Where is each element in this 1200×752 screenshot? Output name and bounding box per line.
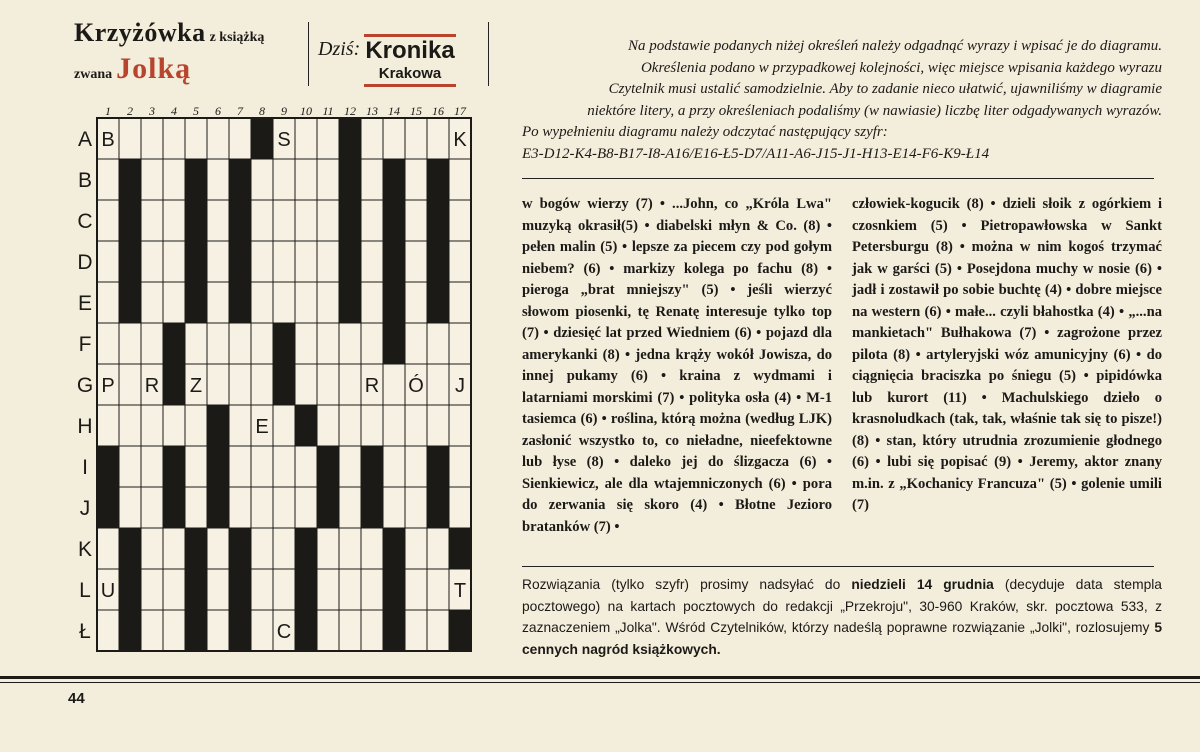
grid-cell[interactable] [383, 446, 405, 487]
grid-cell-black [119, 159, 141, 200]
today-book-title-2: Krakowa [364, 65, 456, 87]
grid-cell[interactable] [405, 282, 427, 323]
submission-info [522, 574, 1162, 660]
grid-cell-black [427, 282, 449, 323]
grid-cell[interactable] [317, 528, 339, 569]
grid-cell[interactable] [185, 487, 207, 528]
grid-cell[interactable] [141, 159, 163, 200]
grid-cell-black [339, 118, 361, 159]
grid-cell[interactable] [361, 569, 383, 610]
grid-cell-black [449, 610, 471, 651]
grid-cell[interactable] [317, 159, 339, 200]
grid-cell[interactable] [163, 159, 185, 200]
grid-cell[interactable] [317, 282, 339, 323]
grid-cell[interactable] [141, 487, 163, 528]
grid-cell-black [427, 200, 449, 241]
grid-given-letter: Ó [408, 375, 424, 397]
grid-cell-black [119, 282, 141, 323]
grid-cell[interactable] [405, 610, 427, 651]
grid-cell-black [273, 364, 295, 405]
grid-cell[interactable] [207, 569, 229, 610]
grid-cell[interactable] [163, 200, 185, 241]
grid-cell-black [185, 200, 207, 241]
grid-cell-black [229, 282, 251, 323]
grid-given-letter: T [453, 580, 467, 602]
grid-given-letter: R [144, 375, 160, 397]
grid-given-letter: Z [189, 375, 203, 397]
grid-cell[interactable] [119, 487, 141, 528]
grid-cell-black [383, 569, 405, 610]
grid-cell-black [427, 446, 449, 487]
grid-cell-black [119, 528, 141, 569]
column-number: 3 [149, 104, 155, 118]
submission-prize: 5 cennych nagród książkowych. [522, 620, 1162, 657]
column-number: 10 [300, 104, 312, 118]
grid-cell[interactable] [295, 282, 317, 323]
grid-cell-black [97, 487, 119, 528]
grid-cell-black [119, 200, 141, 241]
row-letter: J [79, 497, 91, 520]
grid-cell[interactable] [163, 405, 185, 446]
grid-cell[interactable] [361, 159, 383, 200]
grid-cell[interactable] [295, 323, 317, 364]
grid-cell[interactable] [185, 118, 207, 159]
grid-cell[interactable] [295, 200, 317, 241]
grid-cell[interactable] [339, 323, 361, 364]
today-label: Dziś: [318, 38, 361, 60]
grid-cell[interactable] [449, 405, 471, 446]
grid-cell-black [163, 323, 185, 364]
column-number: 14 [388, 104, 400, 118]
grid-cell[interactable] [449, 323, 471, 364]
grid-cell-black [229, 528, 251, 569]
grid-cell[interactable] [427, 610, 449, 651]
grid-cell[interactable] [449, 487, 471, 528]
grid-cell-black [383, 528, 405, 569]
column-number: 9 [281, 104, 287, 118]
grid-given-letter: E [255, 416, 269, 438]
grid-cell-black [119, 610, 141, 651]
grid-cell[interactable] [97, 282, 119, 323]
grid-cell[interactable] [361, 405, 383, 446]
grid-cell[interactable] [317, 364, 339, 405]
cipher: E3-D12-K4-B8-B17-I8-A16/E16-Ł5-D7/A11-A6-J15-J1-H13-E14-F6-K9-Ł14 [522, 145, 990, 162]
grid-cell[interactable] [427, 569, 449, 610]
grid-cell-black [163, 364, 185, 405]
row-letter: H [77, 415, 93, 438]
instructions-line: niektóre litery, a przy określeniach podaliśmy (w nawiasie) liczbę liter odgadywanych wyrazów. [587, 102, 1162, 119]
grid-cell[interactable] [97, 323, 119, 364]
page-rule [0, 676, 1200, 679]
grid-cell[interactable] [361, 323, 383, 364]
grid-cell[interactable] [141, 200, 163, 241]
row-letter: Ł [79, 620, 91, 643]
divider [522, 566, 1154, 567]
grid-cell[interactable] [185, 446, 207, 487]
grid-cell[interactable] [427, 118, 449, 159]
grid-cell-black [339, 282, 361, 323]
grid-given-letter: P [101, 375, 115, 397]
grid-cell[interactable] [405, 528, 427, 569]
grid-cell[interactable] [273, 405, 295, 446]
grid-cell[interactable] [405, 323, 427, 364]
grid-cell[interactable] [273, 446, 295, 487]
grid-cell[interactable] [427, 364, 449, 405]
grid-cell[interactable] [163, 610, 185, 651]
grid-cell[interactable] [229, 118, 251, 159]
grid-cell-black [427, 487, 449, 528]
grid-cell[interactable] [119, 405, 141, 446]
grid-cell[interactable] [251, 159, 273, 200]
grid-cell[interactable] [449, 159, 471, 200]
grid-cell-black [229, 159, 251, 200]
grid-cell[interactable] [207, 323, 229, 364]
grid-cell[interactable] [361, 200, 383, 241]
grid-cell[interactable] [295, 118, 317, 159]
instructions-line: Czytelnik musi ustalić samodzielnie. Aby to zadanie nieco ułatwić, ujawniliśmy w diagramie [608, 81, 1162, 97]
grid-cell[interactable] [207, 610, 229, 651]
grid-cell-black [383, 610, 405, 651]
grid-cell[interactable] [295, 241, 317, 282]
grid-cell-black [383, 159, 405, 200]
grid-cell[interactable] [405, 118, 427, 159]
grid-cell[interactable] [207, 159, 229, 200]
grid-cell[interactable] [141, 241, 163, 282]
grid-cell[interactable] [339, 610, 361, 651]
grid-cell[interactable] [361, 118, 383, 159]
grid-cell[interactable] [207, 200, 229, 241]
grid-cell-black [185, 282, 207, 323]
grid-cell-black [427, 159, 449, 200]
grid-cell[interactable] [427, 405, 449, 446]
grid-cell-black [361, 446, 383, 487]
grid-cell[interactable] [251, 323, 273, 364]
row-letter: L [79, 579, 91, 602]
grid-given-letter: K [299, 416, 313, 438]
grid-cell[interactable] [119, 323, 141, 364]
grid-cell[interactable] [273, 569, 295, 610]
column-number: 2 [127, 104, 133, 118]
grid-cell[interactable] [251, 282, 273, 323]
grid-cell[interactable] [207, 364, 229, 405]
column-number: 11 [322, 104, 334, 118]
instructions-line: Po wypełnieniu diagramu należy odczytać następujący szyfr: [522, 124, 888, 140]
grid-given-letter: B [101, 129, 115, 151]
grid-cell[interactable] [163, 569, 185, 610]
grid-cell-black [229, 241, 251, 282]
grid-cell[interactable] [273, 200, 295, 241]
row-letter: A [77, 128, 92, 151]
grid-given-letter: K [453, 129, 467, 151]
clues-left: w bogów wierzy (7) • ...John, co „Króla Lwa" muzyką okrasił(5) • diabelski młyn & Co. (8) • pełen malin (5) • lepsze za piecem czy pod gołym niebem? (6) • markizy kolega po fachu (8) • pieroga „brat mniejszy" (5) • jeśli wierzyć słowom piosenki, tę Renatę interesuje tylko top (7) • dziesięć lat przed Wiedniem (6) • pojazd dla amerykanki (8) • jedna krąży wokół Jowisza, do innej pukamy (6) • kraina z wydmami i latarniami morskimi (7) • polityka osła (4) • M-1 tasiemca (6) • roślina, którą można (według LJK) zasłonić wszystko to, co nieładne, nieefektowne lub łyse (8) • daleko jej do ślizgacza (6) • Sienkiewicz, ale dla wtajemniczonych (6) • pora do zerwania się skoro (4) • Błotne Jezioro bratanków (7) • [522, 196, 832, 535]
grid-cell[interactable] [405, 200, 427, 241]
grid-cell[interactable] [163, 241, 185, 282]
grid-cell-black [251, 118, 273, 159]
grid-cell[interactable] [317, 405, 339, 446]
grid-given-letter: S [277, 129, 291, 151]
grid-cell[interactable] [163, 118, 185, 159]
column-number: 13 [366, 104, 378, 118]
row-letter: B [77, 169, 92, 192]
column-number: 12 [344, 104, 356, 118]
grid-cell[interactable] [207, 241, 229, 282]
grid-cell[interactable] [251, 364, 273, 405]
grid-cell[interactable] [141, 610, 163, 651]
grid-cell[interactable] [229, 405, 251, 446]
grid-cell[interactable] [97, 241, 119, 282]
grid-cell-black [229, 200, 251, 241]
grid-cell[interactable] [119, 446, 141, 487]
submission-deadline: niedzieli 14 grudnia [851, 577, 994, 592]
grid-cell-black [185, 159, 207, 200]
row-letter: F [78, 333, 92, 356]
grid-cell[interactable] [229, 364, 251, 405]
instructions-line: Określenia podano w przypadkowej kolejności, więc miejsce wpisania każdego wyrazu [640, 59, 1162, 76]
grid-cell-black [317, 487, 339, 528]
grid-cell-black [295, 528, 317, 569]
grid-cell-black [185, 528, 207, 569]
instructions-line: Na podstawie podanych niżej określeń należy odgadnąć wyrazy i wpisać je do diagramu. [628, 38, 1162, 54]
grid-cell[interactable] [449, 241, 471, 282]
grid-cell[interactable] [339, 364, 361, 405]
title-small-1: z książką [209, 30, 265, 45]
grid-cell-black [273, 323, 295, 364]
grid-cell[interactable] [141, 405, 163, 446]
grid-cell-black [295, 569, 317, 610]
grid-cell[interactable] [229, 487, 251, 528]
grid-cell[interactable] [449, 446, 471, 487]
grid-cell[interactable] [251, 241, 273, 282]
row-letter: D [77, 251, 93, 274]
grid-cell-black [383, 323, 405, 364]
grid-cell[interactable] [339, 405, 361, 446]
grid-cell[interactable] [405, 159, 427, 200]
grid-cell[interactable] [361, 528, 383, 569]
title-jolka: Jolką [116, 52, 192, 85]
grid-cell[interactable] [339, 528, 361, 569]
grid-cell[interactable] [317, 569, 339, 610]
grid-cell[interactable] [251, 487, 273, 528]
grid-cell-black [383, 200, 405, 241]
grid-cell-black [427, 241, 449, 282]
row-letter: K [77, 538, 92, 561]
grid-cell[interactable] [405, 487, 427, 528]
grid-cell[interactable] [383, 118, 405, 159]
column-number: 1 [105, 104, 111, 118]
grid-cell[interactable] [229, 323, 251, 364]
row-letter: G [76, 374, 94, 397]
grid-cell-black [339, 200, 361, 241]
grid-cell[interactable] [405, 405, 427, 446]
column-number: 8 [259, 104, 265, 118]
grid-cell[interactable] [97, 200, 119, 241]
grid-cell[interactable] [295, 159, 317, 200]
grid-cell[interactable] [405, 446, 427, 487]
grid-cell-black [185, 610, 207, 651]
grid-cell-black [295, 610, 317, 651]
grid-cell-black [163, 487, 185, 528]
row-letter: E [77, 292, 92, 315]
grid-cell-black [119, 241, 141, 282]
grid-cell[interactable] [251, 569, 273, 610]
grid-cell[interactable] [97, 159, 119, 200]
grid-cell[interactable] [317, 610, 339, 651]
grid-cell[interactable] [185, 323, 207, 364]
grid-cell[interactable] [97, 405, 119, 446]
grid-cell-black [361, 487, 383, 528]
grid-cell[interactable] [383, 405, 405, 446]
grid-cell[interactable] [97, 528, 119, 569]
column-number: 16 [432, 104, 444, 118]
title-small-2: zwana [74, 67, 113, 82]
grid-cell-black [185, 569, 207, 610]
grid-cell-black [207, 405, 229, 446]
submission-text-1: Rozwiązania (tylko szyfr) prosimy nadsyłać do [522, 577, 841, 592]
column-number: 15 [410, 104, 422, 118]
grid-cell[interactable] [141, 323, 163, 364]
grid-cell[interactable] [207, 528, 229, 569]
title-main: Krzyżówka [74, 18, 206, 47]
grid-cell[interactable] [273, 159, 295, 200]
grid-cell-black [97, 446, 119, 487]
grid-cell[interactable] [449, 200, 471, 241]
grid-cell[interactable] [207, 118, 229, 159]
grid-cell[interactable] [295, 487, 317, 528]
grid-cell-black [185, 241, 207, 282]
grid-cell[interactable] [141, 118, 163, 159]
grid-cell[interactable] [251, 446, 273, 487]
grid-cell[interactable] [405, 241, 427, 282]
grid-cell[interactable] [141, 569, 163, 610]
grid-cell[interactable] [273, 241, 295, 282]
grid-cell[interactable] [207, 282, 229, 323]
grid-cell[interactable] [251, 528, 273, 569]
grid-cell[interactable] [383, 364, 405, 405]
grid-cell-black [229, 569, 251, 610]
grid-cell[interactable] [141, 528, 163, 569]
grid-cell[interactable] [163, 282, 185, 323]
grid-cell[interactable] [361, 610, 383, 651]
grid-cell[interactable] [317, 200, 339, 241]
page-number: 44 [68, 690, 85, 707]
grid-cell-black [207, 446, 229, 487]
grid-cell[interactable] [383, 487, 405, 528]
grid-cell[interactable] [361, 282, 383, 323]
grid-cell[interactable] [273, 487, 295, 528]
grid-cell-black [163, 446, 185, 487]
grid-given-letter: R [364, 375, 380, 397]
grid-cell-black [339, 159, 361, 200]
column-number: 7 [237, 104, 243, 118]
grid-cell[interactable] [119, 118, 141, 159]
grid-cell[interactable] [339, 569, 361, 610]
grid-cell[interactable] [273, 282, 295, 323]
grid-cell-black [449, 528, 471, 569]
grid-cell[interactable] [317, 241, 339, 282]
grid-given-letter: C [276, 621, 292, 643]
grid-cell[interactable] [251, 610, 273, 651]
grid-cell[interactable] [339, 446, 361, 487]
row-letter: I [82, 456, 88, 479]
clues-right: człowiek-kogucik (8) • dzieli słoik z ogórkiem i czosnkiem (5) • Pietropawłowska w Sankt Petersburgu (8) • można w nim kogoś trzymać jak w garści (5) • Posejdona muchy w nosie (6) • jadł i zostawił po sobie buchtę (4) • dobre miejsce na western (6) • małe... czyli błahostka (4) • „...na mankietach" Bułhakowa (7) • zagrożone przez pilota (8) • artyleryjski wóz amunicyjny (6) • do ciągnięcia braciszka po śniegu (5) • pipidówka lub kurort (11) • Machulskiego dzieło o krasnoludkach (tak, tak, właśnie tak się to pisze!) (8) • stan, który utrudnia zrozumienie głodnego (6) • lubi się popisać (9) • Jeremy, aktor znany m.in. z „Kochanicy Francuza" (5) • golenie umili (7) [852, 196, 1162, 513]
grid-given-letter: U [100, 580, 116, 602]
grid-cell[interactable] [251, 200, 273, 241]
grid-cell[interactable] [141, 282, 163, 323]
grid-cell-black [317, 446, 339, 487]
grid-cell[interactable] [449, 282, 471, 323]
grid-cell[interactable] [273, 528, 295, 569]
grid-cell[interactable] [427, 323, 449, 364]
grid-cell[interactable] [361, 241, 383, 282]
row-letter: C [77, 210, 93, 233]
grid-cell[interactable] [339, 487, 361, 528]
grid-cell[interactable] [405, 569, 427, 610]
submission-text-2: (decyduje data stempla pocztowego) na kartach pocztowych do redakcji „Przekroju", 30-960 Kraków, skr. pocztowa 533, z zaznaczeniem „Jolka". Wśród Czytelników, którzy nadeślą poprawne rozwiązanie „Jolki", rozlosujemy [522, 577, 1162, 635]
grid-cell-black [229, 610, 251, 651]
grid-cell[interactable] [295, 364, 317, 405]
grid-cell-black [339, 241, 361, 282]
grid-cell[interactable] [163, 528, 185, 569]
grid-cell-black [383, 241, 405, 282]
column-number: 6 [215, 104, 221, 118]
grid-cell[interactable] [427, 528, 449, 569]
grid-cell[interactable] [141, 446, 163, 487]
grid-cell[interactable] [185, 405, 207, 446]
page-rule [0, 682, 1200, 683]
grid-cell[interactable] [317, 118, 339, 159]
column-number: 4 [171, 104, 177, 118]
grid-cell[interactable] [97, 610, 119, 651]
today-book-title-1: Kronika [365, 37, 455, 64]
grid-cell-black [383, 282, 405, 323]
grid-cell[interactable] [229, 446, 251, 487]
grid-cell[interactable] [317, 323, 339, 364]
grid-cell-black [207, 487, 229, 528]
column-number: 17 [454, 104, 466, 118]
grid-cell[interactable] [119, 364, 141, 405]
grid-cell[interactable] [295, 446, 317, 487]
column-number: 5 [193, 104, 199, 118]
grid-given-letter: J [455, 375, 465, 397]
grid-cell-black [119, 569, 141, 610]
